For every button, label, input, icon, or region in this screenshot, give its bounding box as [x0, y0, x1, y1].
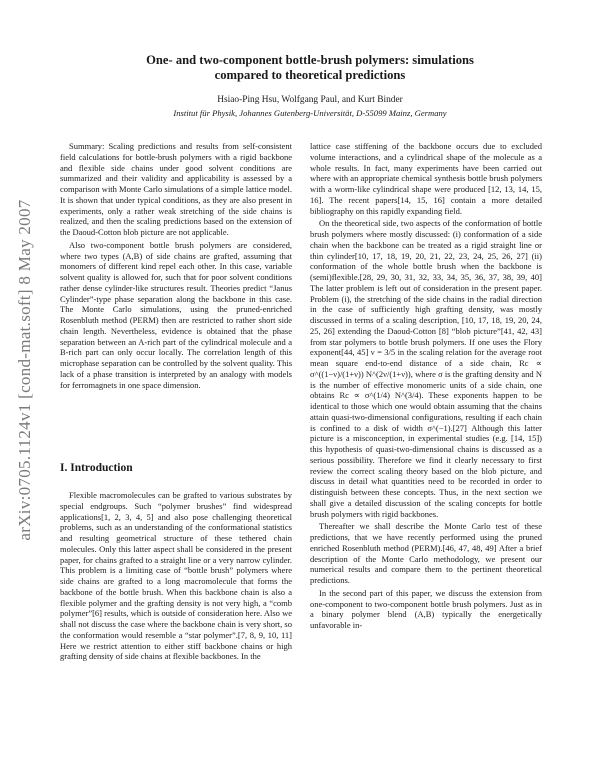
section-heading-introduction: I. Introduction — [60, 462, 133, 474]
introduction-left-column — [60, 490, 292, 664]
arxiv-stamp-text: arXiv:0705.1124v1 [cond-mat.soft] 8 May 2007 — [15, 199, 34, 541]
abstract-paragraph-2: Also two-component bottle brush polymers are considered, where two types (A,B) of side chains are grafted, assuming that monomers of different kind repel each other. In this case, variable solvent quality is allowed for, such that for poor solvent conditions rather dense cylinder-like structures result. Theories predict “Janus Cylinder”-type phase separation along the backbone in this case. The Monte Carlo simulations, using the pruned-enriched Rosenbluth method (PERM) then are restricted to rather short side chain length. Nevertheless, evidence is obtained that the phase separation between an A-rich part of the cylindrical molecule and a B-rich part can only occur locally. The correlation length of this microphase separation can be controlled by the solvent quality. This lack of a phase transition is interpreted by an analogy with models for ferromagnets in one space dimension. — [60, 239, 292, 390]
intro-paragraph-1: Flexible macromolecules can be grafted to various substrates by special endgroups. Such “polymer brushes” find widespread applications[1, 2, 3, 4, 5] and also pose challenging theoretical problems, such as an understanding of the conformational statistics and resulting geometrical structure of these tethered chain molecules. Only this latter aspect shall be considered in the present paper, for chains grafted to a straight line or a very narrow cylinder. This problem is a limiting case of “bottle brush” polymers where side chains are grafted to a long macromolecule that forms the backbone of the bottle brush. When this backbone chain is also a flexible polymer and the grafting density is not very high, a “comb polymer”[6] results, which is outside of consideration here. Also we shall not discuss the case where the backbone chain is very short, so the conformation would resemble a “star polymer”.[7, 8, 9, 10, 11] Here we restrict attention to either stiff backbone chains or high grafting density of side chains at flexible backbones. In the — [60, 490, 292, 662]
paper-title-line-2: compared to theoretical predictions — [214, 68, 406, 82]
intro-right-paragraph-3: Thereafter we shall describe the Monte Carlo test of these predictions, that we have recently performed using the pruned enriched Rosenbluth method (PERM).[46, 47, 48, 49] After a brief description of the Monte Carlo methodology, we present our numerical results and compare them to the pertinent theoretical predictions. — [310, 521, 542, 585]
authors: Hsiao-Ping Hsu, Wolfgang Paul, and Kurt Binder — [217, 95, 403, 105]
intro-right-paragraph-1: lattice case stiffening of the backbone occurs due to excluded volume interactions, and a cylindrical shape of the molecule as a whole results. In fact, many experiments have been carried out where with an appropriate chemical synthesis bottle brush polymers with a worm-like cylindrical shape were produced [12, 13, 14, 15, 16]. The recent papers[14, 15, 16] contain a more detailed bibliography on this rapidly expanding field. — [310, 141, 542, 216]
arxiv-stamp — [12, 170, 38, 570]
intro-right-paragraph-4: In the second part of this paper, we discuss the extension from one-component to two-component bottle brush polymers. Just as in a binary polymer blend (A,B) typically the energetically unfavorable in- — [310, 587, 542, 630]
abstract — [60, 141, 292, 392]
affiliation: Institut für Physik, Johannes Gutenberg-Universität, D-55099 Mainz, Germany — [173, 108, 447, 118]
intro-right-paragraph-2: On the theoretical side, two aspects of the conformation of bottle brush polymers where mostly discussed: (i) conformation of a side chain when the backbone can be treated as a rigid straight line or thin cylinder[10, 17, 18, 19, 20, 21, 22, 23, 24, 25, 26, 27] (ii) conformation of the whole bottle brush when the backbone is (semi)flexible.[28, 29, 30, 31, 32, 33, 34, 35, 36, 37, 38, 39, 40] The latter problem is left out of consideration in the present paper. Problem (i), the stretching of the side chains in the radial direction in the case of sufficiently high grafting density, was mostly discussed in terms of a scaling description, [10, 17, 18, 19, 20, 24, 25, 26] extending the Daoud-Cotton [8] “blob picture”[41, 42, 43] from star polymers to bottle brush polymers. If one uses the Flory exponent[44, 45] ν = 3/5 in the scaling relation for the average root mean square end-to-end distance of a side chain, Rc ∝ σ^((1−ν)/(1+ν)) N^(2ν/(1+ν)), where σ is the grafting density and N is the number of effective monomeric units of a side chain, one obtains Rc ∝ σ^(1/4) N^(3/4). These exponents happen to be identical to those which one would obtain assuming that the chains attain quasi-two-dimensional configurations, resulting if each chain is confined to a disk of width σ^(−1).[27] Although this latter picture is a misconception, in experimental studies (e.g. [14, 15]) this hypothesis of quasi-two-dimensional chains is discussed as a serious possibility. Therefore we find it clearly necessary to first review the correct scaling theory based on the blob picture, and discuss in detail what quantities need to be recorded in order to distinguish between these concepts. Thus, in the next section we shall give a detailed discussion of the scaling concepts for bottle brush polymers with rigid backbones. — [310, 218, 542, 519]
introduction-right-column — [310, 141, 542, 633]
paper-title-line-1: One- and two-component bottle-brush polymers: simulations — [146, 53, 474, 67]
abstract-paragraph-1: Summary: Scaling predictions and results from self-consistent field calculations for bottle-brush polymers with a rigid backbone and flexible side chains under good solvent conditions are summarized and their validity and applicability is assessed by a comparison with Monte Carlo simulations of a simple lattice model. It is shown that under typical conditions, as they are also present in experiments, only a rather weak stretching of the side chains is realized, and then the scaling predictions based on the extension of the Daoud-Cotton blob picture are not applicable. — [60, 141, 292, 237]
